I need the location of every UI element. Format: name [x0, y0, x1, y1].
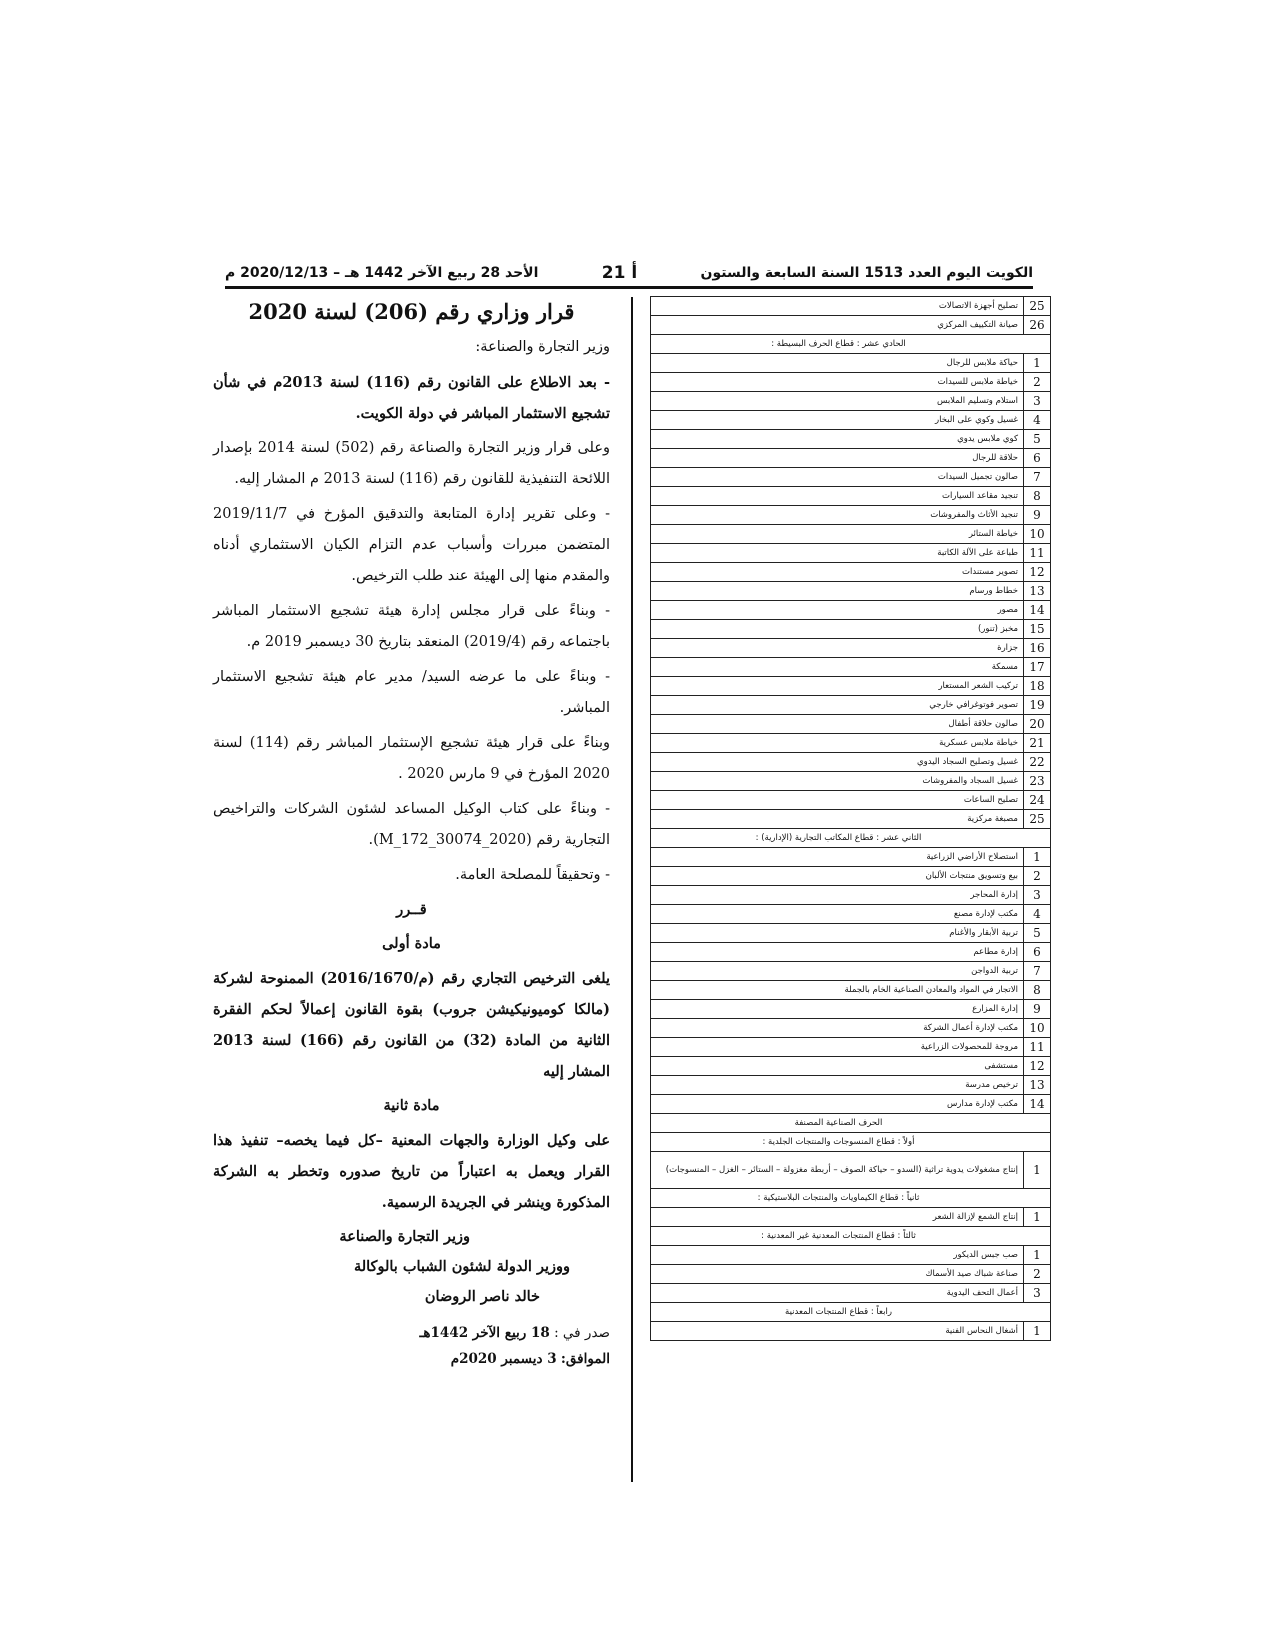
table-row — [651, 1284, 1051, 1303]
activity-name: مستشفى — [651, 1057, 1024, 1076]
activity-name: غسيل السجاد والمفروشات — [651, 772, 1024, 791]
row-number: 6 — [1024, 449, 1051, 468]
decree-paragraph: - وعلى تقرير إدارة المتابعة والتدقيق المؤرخ في 2019/11/7 المتضمن مبررات وأسباب عدم التزام الكيان الاستثماري أدناه والمقدم منها إلى الهيئة عند طلب الترخيص. — [213, 506, 610, 584]
activity-name: إنتاج مشغولات يدوية تراثية (السدو – حياكة الصوف – أربطة مغزولة – الستائر – الغزل – المنسوجات) — [651, 1152, 1024, 1189]
row-number: 19 — [1024, 696, 1051, 715]
activity-name: صيانة التكييف المركزي — [651, 316, 1024, 335]
table-row — [651, 1208, 1051, 1227]
activity-name: تصوير فوتوغرافي خارجي — [651, 696, 1024, 715]
row-number: 9 — [1024, 506, 1051, 525]
table-row — [651, 886, 1051, 905]
activity-name: غسيل وكوي على البخار — [651, 411, 1024, 430]
row-number: 22 — [1024, 753, 1051, 772]
row-number: 1 — [1024, 1322, 1051, 1341]
row-number: 21 — [1024, 734, 1051, 753]
row-number: 3 — [1024, 392, 1051, 411]
table-row — [651, 582, 1051, 601]
table-row — [651, 848, 1051, 867]
activity-name: مكتب لإدارة أعمال الشركة — [651, 1019, 1024, 1038]
article-1-title: مادة أولى — [382, 935, 441, 952]
row-number: 13 — [1024, 582, 1051, 601]
activity-name: إدارة المزارع — [651, 1000, 1024, 1019]
table-row — [651, 487, 1051, 506]
corresponding-label: الموافق: — [560, 1351, 610, 1367]
decree-paragraph: - وبناءً على كتاب الوكيل المساعد لشئون الشركات والتراخيص التجارية رقم (M_172_30074_2020). — [213, 801, 610, 848]
row-number: 7 — [1024, 962, 1051, 981]
issued-line — [395, 1320, 610, 1346]
table-row — [651, 620, 1051, 639]
row-number: 16 — [1024, 639, 1051, 658]
activity-name: إنتاج الشمع لإزالة الشعر — [651, 1208, 1024, 1227]
activity-name: مصور — [651, 601, 1024, 620]
row-number: 6 — [1024, 943, 1051, 962]
activity-name: مسمكة — [651, 658, 1024, 677]
article-1-text: يلغى الترخيص التجاري رقم (م/2016/1670) الممنوحة لشركة (مالكا كوميونيكيشن جروب) بقوة القانون إعمالاً لحكم الفقرة الثانية من المادة (32) من القانون رقم (166) لسنة 2013 المشار إليه — [213, 970, 610, 1080]
table-row — [651, 924, 1051, 943]
activity-name: أعمال التحف اليدوية — [651, 1284, 1024, 1303]
row-number: 10 — [1024, 1019, 1051, 1038]
table-section-row — [651, 1133, 1051, 1152]
signature-title-2: ووزير الدولة لشئون الشباب بالوكالة — [353, 1258, 570, 1275]
table-row — [651, 962, 1051, 981]
activity-name: صالون حلاقة أطفال — [651, 715, 1024, 734]
corresponding-line — [395, 1346, 610, 1372]
table-row — [651, 601, 1051, 620]
activity-name: تصوير مستندات — [651, 563, 1024, 582]
decided-heading: قــرر — [396, 901, 427, 918]
decree-paragraph: - وتحقيقاً للمصلحة العامة. — [455, 867, 610, 883]
table-row — [651, 772, 1051, 791]
row-number: 2 — [1024, 373, 1051, 392]
row-number: 2 — [1024, 867, 1051, 886]
row-number: 26 — [1024, 316, 1051, 335]
table-section-row — [651, 335, 1051, 354]
header-page-number: أ 21 — [601, 263, 638, 283]
table-row — [651, 1038, 1051, 1057]
table-row — [651, 981, 1051, 1000]
activity-name: مكتب لإدارة مدارس — [651, 1095, 1024, 1114]
table-row — [651, 905, 1051, 924]
table-row — [651, 544, 1051, 563]
row-number: 9 — [1024, 1000, 1051, 1019]
activities-table — [650, 296, 1051, 1341]
activity-name: ترخيص مدرسة — [651, 1076, 1024, 1095]
table-row — [651, 316, 1051, 335]
row-number: 14 — [1024, 601, 1051, 620]
activity-name: خياطة ملابس عسكرية — [651, 734, 1024, 753]
table-row — [651, 1246, 1051, 1265]
table-row — [651, 411, 1051, 430]
article-2-title: مادة ثانية — [383, 1097, 440, 1114]
activity-name: بيع وتسويق منتجات الألبان — [651, 867, 1024, 886]
table-section-row — [651, 1189, 1051, 1208]
table-row — [651, 658, 1051, 677]
activity-name: أشغال النحاس الفنية — [651, 1322, 1024, 1341]
activities-table-body — [651, 297, 1051, 1341]
table-row — [651, 867, 1051, 886]
table-row — [651, 715, 1051, 734]
activity-name: استصلاح الأراضي الزراعية — [651, 848, 1024, 867]
table-row — [651, 1152, 1051, 1189]
table-row — [651, 449, 1051, 468]
table-row — [651, 563, 1051, 582]
header-date: الأحد 28 ربيع الآخر 1442 هـ – 2020/12/13 م — [225, 265, 539, 281]
row-number: 12 — [1024, 563, 1051, 582]
header-rule — [225, 286, 1033, 289]
page-header — [225, 258, 1033, 288]
activity-name: تركيب الشعر المستعار — [651, 677, 1024, 696]
table-row — [651, 1000, 1051, 1019]
row-number: 5 — [1024, 430, 1051, 449]
signature-title: وزير التجارة والصناعة — [339, 1228, 470, 1245]
row-number: 20 — [1024, 715, 1051, 734]
activity-name: صناعة شباك صيد الأسماك — [651, 1265, 1024, 1284]
activity-name: جزارة — [651, 639, 1024, 658]
activity-name: خياطة الستائر — [651, 525, 1024, 544]
row-number: 1 — [1024, 354, 1051, 373]
table-row — [651, 373, 1051, 392]
section-heading: رابعاً : قطاع المنتجات المعدنية — [651, 1303, 1051, 1322]
row-number: 11 — [1024, 544, 1051, 563]
table-section-row — [651, 1303, 1051, 1322]
activity-name: مكتب لإدارة مصنع — [651, 905, 1024, 924]
row-number: 7 — [1024, 468, 1051, 487]
table-section-row — [651, 829, 1051, 848]
row-number: 4 — [1024, 905, 1051, 924]
corresponding-date: 3 ديسمبر 2020م — [450, 1351, 557, 1367]
table-row — [651, 1095, 1051, 1114]
decree-title: قرار وزاري رقم (206) لسنة 2020 — [248, 299, 575, 324]
table-row — [651, 525, 1051, 544]
row-number: 11 — [1024, 1038, 1051, 1057]
activity-name: تنجيد الأثاث والمفروشات — [651, 506, 1024, 525]
activity-name: غسيل وتصليح السجاد اليدوي — [651, 753, 1024, 772]
row-number: 25 — [1024, 297, 1051, 316]
row-number: 1 — [1024, 1246, 1051, 1265]
issued-date: 18 ربيع الآخر 1442هـ — [419, 1325, 550, 1341]
row-number: 10 — [1024, 525, 1051, 544]
activity-name: الاتجار في المواد والمعادن الصناعية الخام بالجملة — [651, 981, 1024, 1000]
table-row — [651, 696, 1051, 715]
activity-name: تصليح الساعات — [651, 791, 1024, 810]
table-row — [651, 1076, 1051, 1095]
decree-column — [213, 297, 610, 1372]
activity-name: صب جبس الديكور — [651, 1246, 1024, 1265]
section-heading: أولاً : قطاع المنسوجات والمنتجات الجلدية : — [651, 1133, 1051, 1152]
row-number: 8 — [1024, 981, 1051, 1000]
table-row — [651, 677, 1051, 696]
decree-paragraph: - بعد الاطلاع على القانون رقم (116) لسنة 2013م في شأن تشجيع الاستثمار المباشر في دولة الكويت. — [213, 374, 611, 422]
table-row — [651, 943, 1051, 962]
signatory-name: خالد ناصر الروضان — [424, 1288, 540, 1305]
activity-name: طباعة على الآلة الكاتبة — [651, 544, 1024, 563]
table-row — [651, 753, 1051, 772]
table-row — [651, 791, 1051, 810]
activity-name: صالون تجميل السيدات — [651, 468, 1024, 487]
section-heading: ثالثاً : قطاع المنتجات المعدنية غير المعدنية : — [651, 1227, 1051, 1246]
row-number: 13 — [1024, 1076, 1051, 1095]
table-row — [651, 297, 1051, 316]
activities-table-container — [650, 296, 1051, 1341]
table-section-row — [651, 1227, 1051, 1246]
row-number: 24 — [1024, 791, 1051, 810]
decree-paragraph: - وبناءً على قرار مجلس إدارة هيئة تشجيع الاستثمار المباشر باجتماعه رقم (2019/4) المنعقد بتاريخ 30 ديسمبر 2019 م. — [213, 603, 610, 650]
activity-name: تنجيد مقاعد السيارات — [651, 487, 1024, 506]
article-2-text: على وكيل الوزارة والجهات المعنية –كل فيما يخصه– تنفيذ هذا القرار ويعمل به اعتباراً من تاريخ صدوره وتخطر به الشركة المذكورة وينشر في الجريدة الرسمية. — [213, 1132, 610, 1211]
section-heading: الثاني عشر : قطاع المكاتب التجارية (الإدارية) : — [651, 829, 1051, 848]
issued-label: صدر في : — [554, 1325, 610, 1341]
activity-name: تربية الأبقار والأغنام — [651, 924, 1024, 943]
table-row — [651, 734, 1051, 753]
section-heading: الحادي عشر : قطاع الحرف البسيطة : — [651, 335, 1051, 354]
activity-name: تربية الدواجن — [651, 962, 1024, 981]
table-row — [651, 430, 1051, 449]
table-row — [651, 1057, 1051, 1076]
row-number: 2 — [1024, 1265, 1051, 1284]
activity-name: استلام وتسليم الملابس — [651, 392, 1024, 411]
row-number: 14 — [1024, 1095, 1051, 1114]
activity-name: مصبغة مركزية — [651, 810, 1024, 829]
activity-name: حلاقة للرجال — [651, 449, 1024, 468]
row-number: 3 — [1024, 886, 1051, 905]
row-number: 17 — [1024, 658, 1051, 677]
table-row — [651, 1019, 1051, 1038]
activity-name: إدارة مطاعم — [651, 943, 1024, 962]
row-number: 1 — [1024, 1208, 1051, 1227]
row-number: 5 — [1024, 924, 1051, 943]
activity-name: مروجة للمحصولات الزراعية — [651, 1038, 1024, 1057]
section-heading: الحرف الصناعية المصنفة — [651, 1114, 1051, 1133]
table-row — [651, 810, 1051, 829]
table-row — [651, 1322, 1051, 1341]
table-row — [651, 392, 1051, 411]
row-number: 12 — [1024, 1057, 1051, 1076]
column-divider — [631, 297, 633, 1482]
header-issue: الكويت اليوم العدد 1513 السنة السابعة والستون — [700, 265, 1033, 281]
activity-name: خطاط ورسام — [651, 582, 1024, 601]
table-row — [651, 639, 1051, 658]
table-row — [651, 1265, 1051, 1284]
activity-name: إدارة المحاجر — [651, 886, 1024, 905]
decree-paragraph: - وبناءً على ما عرضه السيد/ مدير عام هيئة تشجيع الاستثمار المباشر. — [213, 669, 610, 716]
activity-name: حياكة ملابس للرجال — [651, 354, 1024, 373]
table-row — [651, 506, 1051, 525]
activity-name: كوي ملابس يدوي — [651, 430, 1024, 449]
row-number: 3 — [1024, 1284, 1051, 1303]
row-number: 8 — [1024, 487, 1051, 506]
decree-paragraph: وبناءً على قرار هيئة تشجيع الإستثمار المباشر رقم (114) لسنة 2020 المؤرخ في 9 مارس 2020 . — [213, 735, 610, 782]
table-row — [651, 354, 1051, 373]
row-number: 25 — [1024, 810, 1051, 829]
row-number: 15 — [1024, 620, 1051, 639]
activity-name: خياطة ملابس للسيدات — [651, 373, 1024, 392]
activity-name: تصليح أجهزة الاتصالات — [651, 297, 1024, 316]
row-number: 23 — [1024, 772, 1051, 791]
issue-dates — [395, 1320, 610, 1372]
decree-minister-line: وزير التجارة والصناعة: — [475, 339, 610, 355]
table-row — [651, 468, 1051, 487]
row-number: 1 — [1024, 1152, 1051, 1189]
table-section-row — [651, 1114, 1051, 1133]
row-number: 4 — [1024, 411, 1051, 430]
activity-name: مخبز (تنور) — [651, 620, 1024, 639]
row-number: 1 — [1024, 848, 1051, 867]
section-heading: ثانياً : قطاع الكيماويات والمنتجات البلاستيكية : — [651, 1189, 1051, 1208]
decree-paragraph: وعلى قرار وزير التجارة والصناعة رقم (502) لسنة 2014 بإصدار اللائحة التنفيذية للقانون رقم (116) لسنة 2013 م المشار إليه. — [213, 440, 610, 487]
row-number: 18 — [1024, 677, 1051, 696]
